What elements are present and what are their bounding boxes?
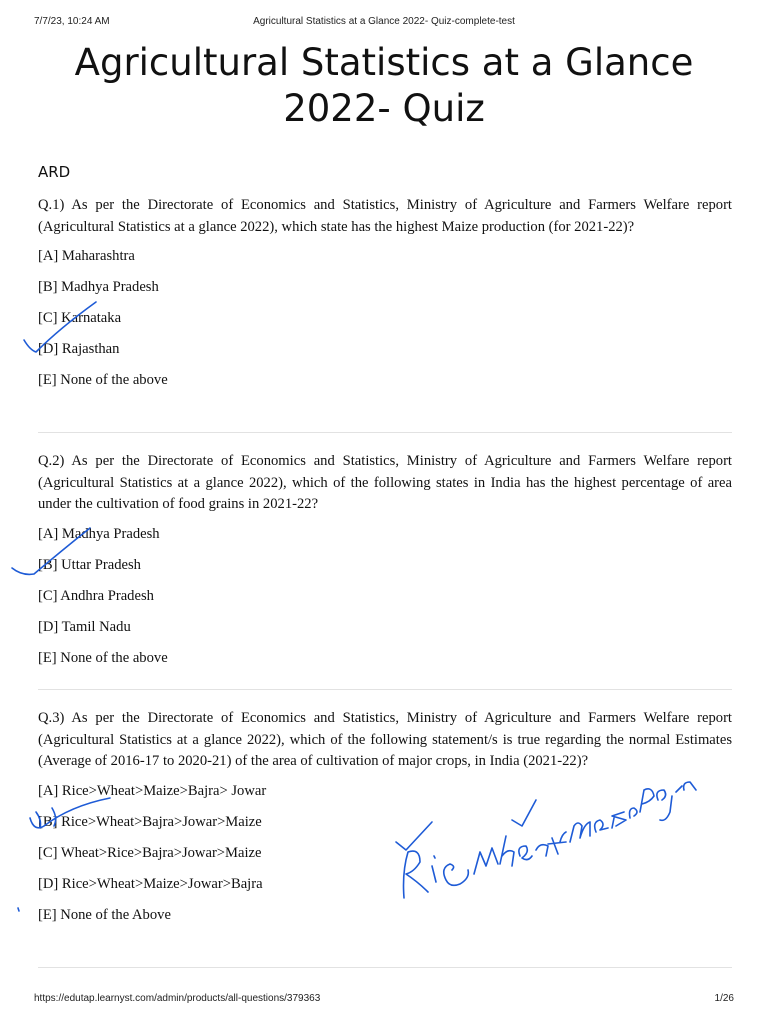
option-e[interactable]: [E] None of the above (38, 649, 168, 666)
option-a[interactable]: [A] Rice>Wheat>Maize>Bajra> Jowar (38, 782, 267, 799)
page-number: 1/26 (714, 993, 734, 1004)
option-b[interactable]: [B] Madhya Pradesh (38, 279, 159, 295)
question-divider (38, 432, 732, 433)
section-label: ARD (38, 163, 71, 181)
option-list (38, 524, 732, 679)
option-list (38, 246, 732, 401)
print-document-title: Agricultural Statistics at a Glance 2022- Quiz-complete-test (253, 16, 515, 27)
page-title (40, 40, 728, 132)
print-header (34, 16, 734, 30)
option-c[interactable]: [C] Andhra Pradesh (38, 587, 154, 604)
question-3 (38, 708, 732, 936)
option-e[interactable]: [E] None of the above (38, 372, 168, 388)
option-b[interactable]: [B] Uttar Pradesh (38, 556, 141, 573)
print-url: https://edutap.learnyst.com/admin/products/all-questions/379363 (34, 993, 321, 1004)
option-a[interactable]: [A] Madhya Pradesh (38, 525, 160, 542)
option-c[interactable]: [C] Karnataka (38, 310, 122, 326)
question-text: Q.2) As per the Directorate of Economics and Statistics, Ministry of Agriculture and Farmers Welfare report (Agricultural Statistics at a glance 2022), which of the following states in India has the highest percentage of area under the cultivation of food grains in 2021-22? (38, 453, 732, 512)
option-a[interactable]: [A] Maharashtra (38, 248, 135, 264)
option-b[interactable]: [B] Rice>Wheat>Bajra>Jowar>Maize (38, 813, 262, 830)
question-text: Q.3) As per the Directorate of Economics and Statistics, Ministry of Agriculture and Farmers Welfare report (Agricultural Statistics at a glance 2022), which of the following statement/s is true regarding the normal Estimates (Average of 2016-17 to 2020-21) of the area of cultivation of major crops, in India (2021-22)? (38, 710, 732, 769)
option-d[interactable]: [D] Rice>Wheat>Maize>Jowar>Bajra (38, 875, 263, 892)
option-c[interactable]: [C] Wheat>Rice>Bajra>Jowar>Maize (38, 844, 262, 861)
option-d[interactable]: [D] Tamil Nadu (38, 618, 131, 635)
question-2 (38, 451, 732, 679)
option-d[interactable]: [D] Rajasthan (38, 341, 120, 357)
q3-option-d-tick-mark-icon (18, 908, 19, 911)
question-1 (38, 195, 732, 401)
option-list (38, 781, 732, 936)
page-title-line-1: Agricultural Statistics at a Glance (74, 41, 694, 84)
question-divider (38, 967, 732, 968)
page-title-line-2: 2022- Quiz (283, 87, 485, 130)
print-footer (34, 993, 734, 1007)
print-date: 7/7/23, 10:24 AM (34, 16, 110, 27)
option-e[interactable]: [E] None of the Above (38, 906, 171, 923)
question-divider (38, 689, 732, 690)
question-text: Q.1) As per the Directorate of Economics and Statistics, Ministry of Agriculture and Farmers Welfare report (Agricultural Statistics at a glance 2022), which state has the highest Maize production (for 2021-22)? (38, 197, 732, 235)
